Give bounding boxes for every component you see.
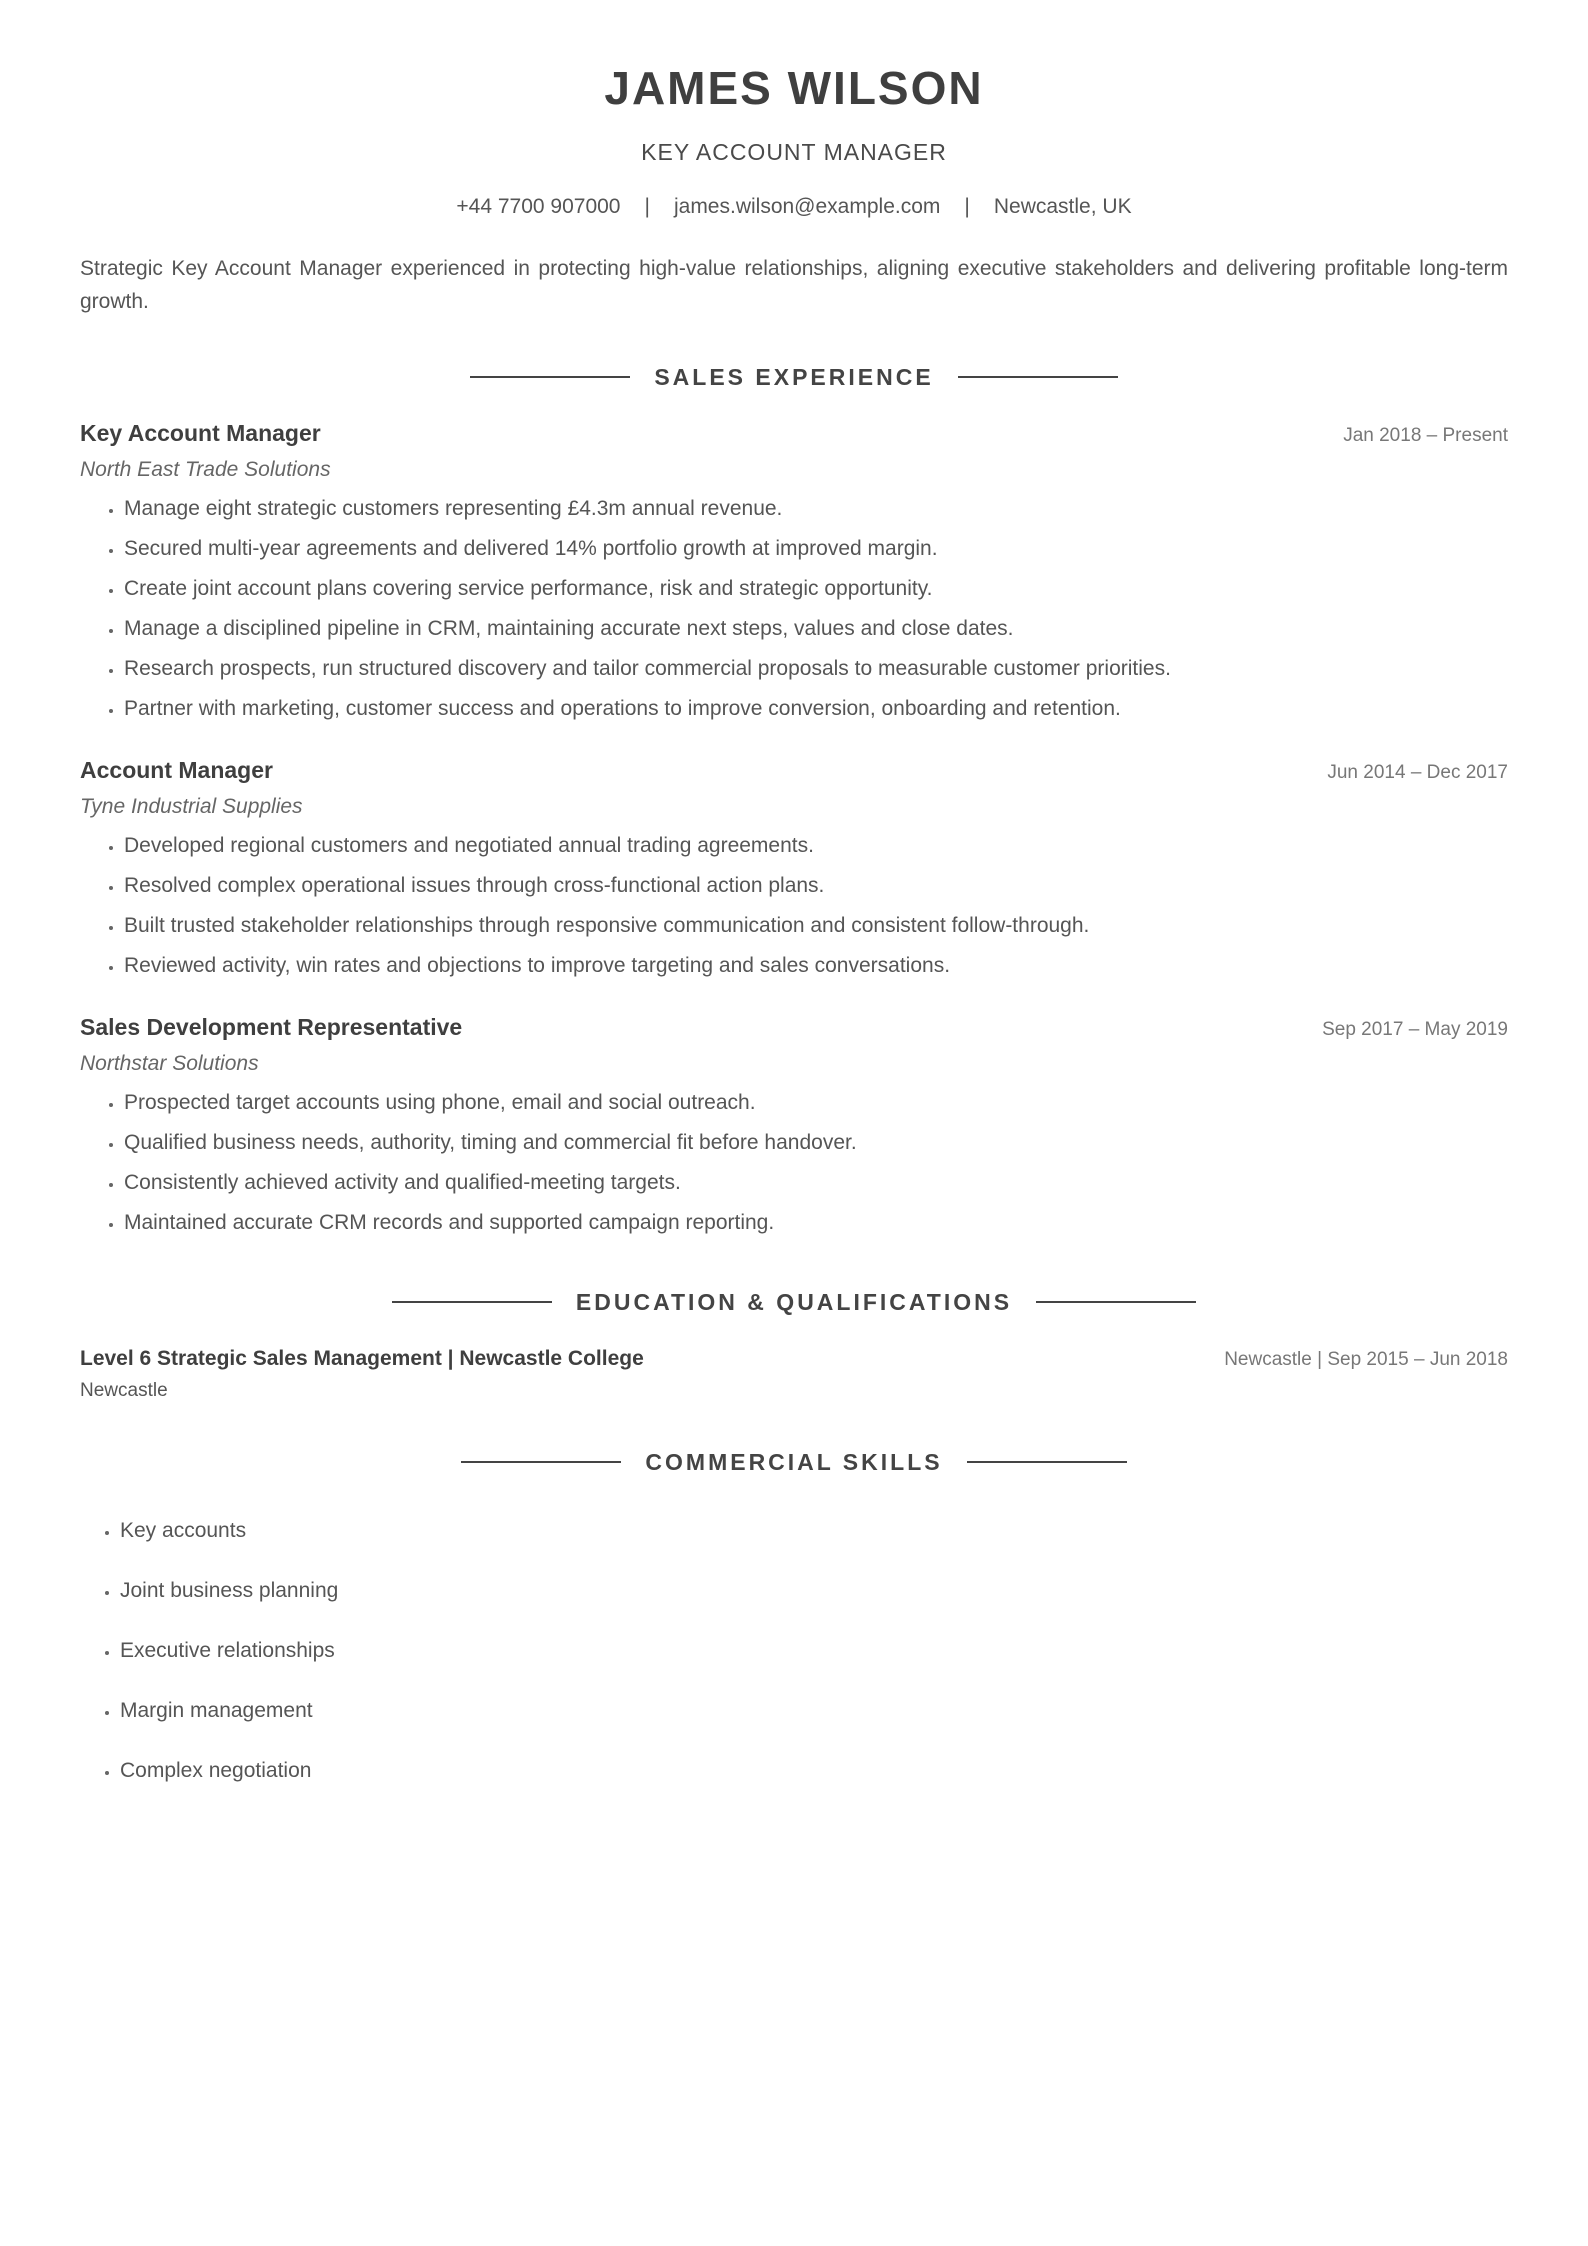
job-bullet: • Resolved complex operational issues through cross-functional action plans. bbox=[124, 866, 1508, 906]
job-bullets bbox=[80, 489, 1508, 729]
education-location: Newcastle bbox=[80, 1380, 168, 1401]
job-bullet: • Qualified business needs, authority, timing and commercial fit before handover. bbox=[124, 1123, 1508, 1163]
skill-item: • Joint business planning bbox=[120, 1561, 1508, 1621]
job-bullet: • Research prospects, run structured discovery and tailor commercial proposals to measurable customer priorities. bbox=[124, 649, 1508, 689]
job-bullet: • Create joint account plans covering service performance, risk and strategic opportunity. bbox=[124, 569, 1508, 609]
job-bullet: • Developed regional customers and negotiated annual trading agreements. bbox=[124, 826, 1508, 866]
section-heading-education bbox=[80, 1287, 1508, 1317]
job-role: Key Account Manager bbox=[80, 420, 321, 446]
heading-rule bbox=[470, 376, 630, 378]
skill-item: • Executive relationships bbox=[120, 1621, 1508, 1681]
job-bullet: • Built trusted stakeholder relationships through responsive communication and consistent follow-through. bbox=[124, 906, 1508, 946]
education-header bbox=[80, 1345, 1508, 1373]
section-label: SALES EXPERIENCE bbox=[654, 364, 934, 390]
job-entry bbox=[80, 755, 1508, 986]
job-bullet: • Consistently achieved activity and qualified-meeting targets. bbox=[124, 1163, 1508, 1203]
job-bullet: • Manage eight strategic customers representing £4.3m annual revenue. bbox=[124, 489, 1508, 529]
heading-rule bbox=[1036, 1301, 1196, 1303]
job-company: Tyne Industrial Supplies bbox=[80, 795, 303, 818]
skill-item: • Complex negotiation bbox=[120, 1741, 1508, 1801]
contact-line bbox=[80, 194, 1508, 220]
section-label: COMMERCIAL SKILLS bbox=[645, 1449, 943, 1475]
section-heading-experience bbox=[80, 362, 1508, 392]
job-dates: Jun 2014 – Dec 2017 bbox=[1327, 762, 1508, 783]
heading-rule bbox=[967, 1461, 1127, 1463]
job-company: North East Trade Solutions bbox=[80, 458, 331, 481]
job-header bbox=[80, 1012, 1508, 1042]
job-role: Sales Development Representative bbox=[80, 1014, 463, 1040]
candidate-title: KEY ACCOUNT MANAGER bbox=[641, 139, 947, 165]
heading-rule bbox=[461, 1461, 621, 1463]
job-role: Account Manager bbox=[80, 757, 273, 783]
candidate-name: JAMES WILSON bbox=[604, 62, 984, 114]
job-company: Northstar Solutions bbox=[80, 1052, 259, 1075]
location: Newcastle, UK bbox=[993, 195, 1132, 218]
job-bullets bbox=[80, 826, 1508, 986]
contact-separator: | bbox=[964, 195, 970, 218]
education-meta: Newcastle | Sep 2015 – Jun 2018 bbox=[1224, 1349, 1508, 1370]
job-header bbox=[80, 755, 1508, 785]
job-bullet: • Maintained accurate CRM records and supported campaign reporting. bbox=[124, 1203, 1508, 1243]
job-dates: Sep 2017 – May 2019 bbox=[1322, 1019, 1508, 1040]
job-bullet: • Partner with marketing, customer success and operations to improve conversion, onboarding and retention. bbox=[124, 689, 1508, 729]
heading-rule bbox=[958, 376, 1118, 378]
education-entry bbox=[80, 1345, 1508, 1403]
heading-rule bbox=[392, 1301, 552, 1303]
education-degree: Level 6 Strategic Sales Management | Newcastle College bbox=[80, 1347, 644, 1370]
contact-separator: | bbox=[644, 195, 650, 218]
job-bullets bbox=[80, 1083, 1508, 1243]
job-bullet: • Manage a disciplined pipeline in CRM, maintaining accurate next steps, values and close dates. bbox=[124, 609, 1508, 649]
job-entry bbox=[80, 418, 1508, 729]
phone: +44 7700 907000 bbox=[456, 195, 621, 218]
summary: Strategic Key Account Manager experienced in protecting high-value relationships, aligning executive stakeholders and delivering profitable long-term growth. bbox=[80, 257, 1508, 313]
section-heading-skills bbox=[80, 1447, 1508, 1477]
job-entry bbox=[80, 1012, 1508, 1243]
job-bullet: • Secured multi-year agreements and delivered 14% portfolio growth at improved margin. bbox=[124, 529, 1508, 569]
skill-item: • Key accounts bbox=[120, 1501, 1508, 1561]
job-header bbox=[80, 418, 1508, 448]
section-label: EDUCATION & QUALIFICATIONS bbox=[575, 1289, 1013, 1315]
job-bullet: • Prospected target accounts using phone, email and social outreach. bbox=[124, 1083, 1508, 1123]
email: james.wilson@example.com bbox=[673, 195, 941, 218]
skill-item: • Margin management bbox=[120, 1681, 1508, 1741]
skills-list bbox=[80, 1501, 1508, 1801]
job-bullet: • Reviewed activity, win rates and objections to improve targeting and sales conversations. bbox=[124, 946, 1508, 986]
job-dates: Jan 2018 – Present bbox=[1343, 425, 1508, 446]
